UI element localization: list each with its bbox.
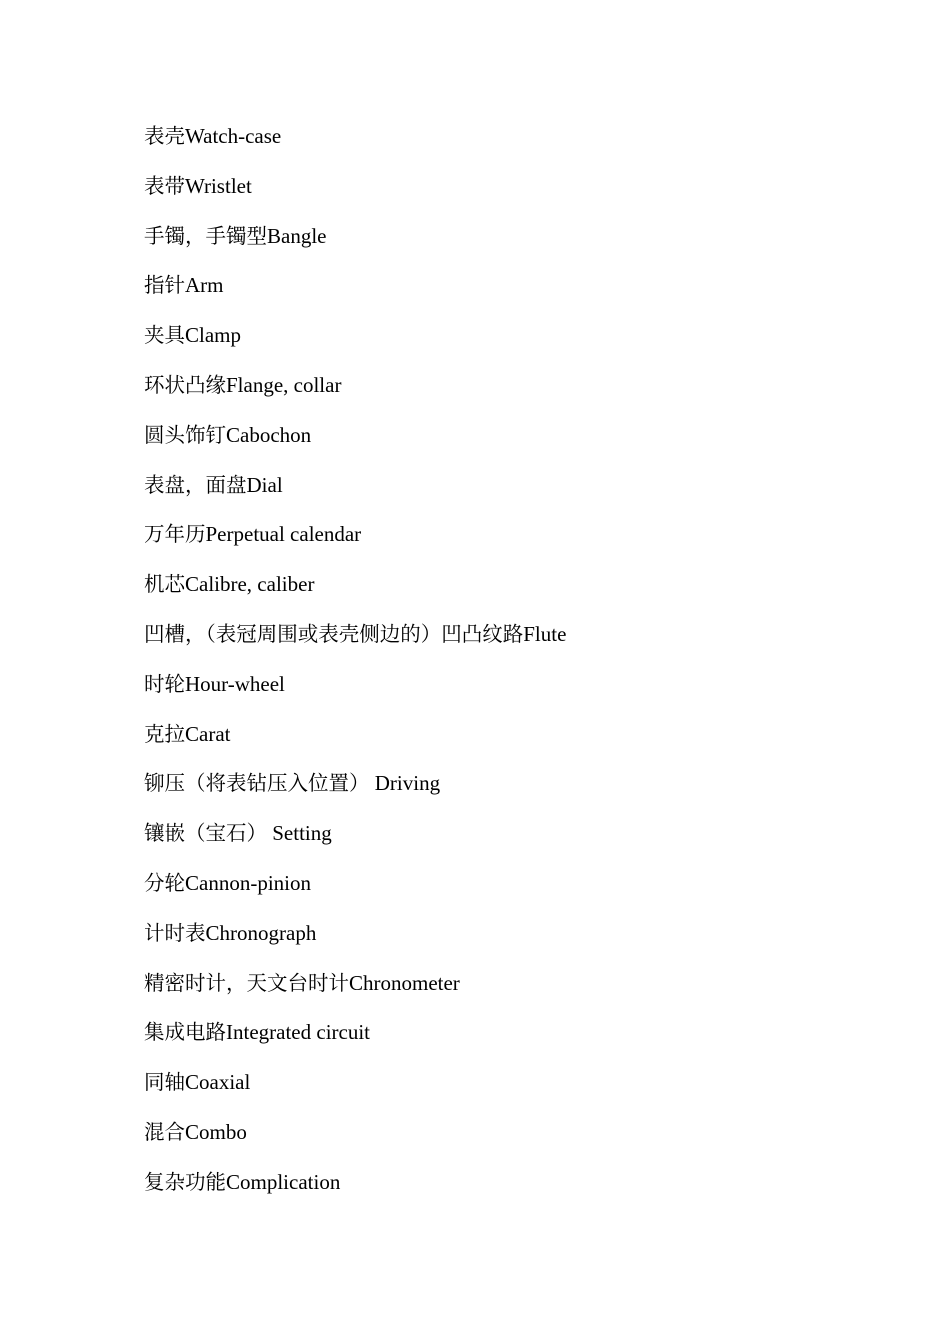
entry-chinese: 同轴 <box>144 1070 185 1095</box>
entry-chinese: 机芯 <box>144 572 185 597</box>
entry-english: Arm <box>185 273 224 298</box>
glossary-entry <box>144 919 566 969</box>
entry-english: Combo <box>185 1119 247 1144</box>
entry-chinese: 表带 <box>144 173 185 198</box>
entry-english: Chronometer <box>349 970 460 995</box>
entry-english: Cannon-pinion <box>185 870 311 895</box>
entry-english: Perpetual calendar <box>205 522 362 547</box>
entry-chinese: 复杂功能 <box>144 1169 226 1194</box>
glossary-entry <box>144 1168 566 1218</box>
entry-chinese: 万年历 <box>144 522 206 547</box>
entry-english: Flute <box>523 621 567 646</box>
entry-chinese: 精密时计，天文台时计 <box>144 970 349 995</box>
entry-english: Carat <box>185 721 231 746</box>
glossary-entry <box>144 620 566 670</box>
entry-english: Watch-case <box>185 124 282 148</box>
glossary-entry <box>144 869 566 919</box>
glossary-entry <box>144 222 566 272</box>
glossary-entry <box>144 570 566 620</box>
glossary-entry <box>144 371 566 421</box>
entry-english: Setting <box>267 821 332 846</box>
glossary-entry <box>144 421 566 471</box>
entry-chinese: 凹槽，（表冠周围或表壳侧边的）凹凸纹路 <box>144 621 524 646</box>
entry-english: Bangle <box>267 223 327 248</box>
entry-english: Integrated circuit <box>226 1020 371 1045</box>
entry-english: Chronograph <box>205 920 317 945</box>
glossary-entry <box>144 769 566 819</box>
entry-chinese: 环状凸缘 <box>144 372 226 397</box>
entry-chinese: 混合 <box>144 1119 185 1144</box>
glossary-entry <box>144 969 566 1019</box>
entry-english: Dial <box>246 472 283 497</box>
glossary-list <box>144 122 566 1218</box>
entry-english: Complication <box>226 1169 341 1194</box>
entry-english: Calibre, caliber <box>185 572 315 597</box>
entry-english: Coaxial <box>185 1070 251 1095</box>
entry-chinese: 表盘，面盘 <box>144 472 247 497</box>
glossary-entry <box>144 720 566 770</box>
glossary-entry <box>144 471 566 521</box>
entry-chinese: 圆头饰钉 <box>144 422 226 447</box>
entry-chinese: 集成电路 <box>144 1020 226 1045</box>
entry-chinese: 表壳 <box>144 124 185 148</box>
entry-chinese: 计时表 <box>144 920 206 945</box>
entry-english: Driving <box>369 771 441 796</box>
glossary-entry <box>144 271 566 321</box>
entry-chinese: 时轮 <box>144 671 185 696</box>
entry-english: Flange, collar <box>226 372 342 397</box>
entry-chinese: 指针 <box>144 273 185 298</box>
glossary-entry <box>144 520 566 570</box>
glossary-entry <box>144 670 566 720</box>
entry-chinese: 分轮 <box>144 870 185 895</box>
entry-chinese: 克拉 <box>144 721 185 746</box>
entry-chinese: 镶嵌（宝石） <box>144 821 267 846</box>
entry-chinese: 手镯，手镯型 <box>144 223 267 248</box>
entry-chinese: 夹具 <box>144 323 185 348</box>
glossary-entry <box>144 1118 566 1168</box>
entry-english: Cabochon <box>226 422 312 447</box>
entry-english: Wristlet <box>185 173 252 198</box>
glossary-entry <box>144 1018 566 1068</box>
glossary-entry <box>144 172 566 222</box>
glossary-entry <box>144 122 566 172</box>
glossary-entry <box>144 321 566 371</box>
glossary-entry <box>144 819 566 869</box>
entry-english: Clamp <box>185 323 241 348</box>
entry-chinese: 铆压（将表钻压入位置） <box>144 771 370 796</box>
entry-english: Hour-wheel <box>185 671 285 696</box>
glossary-entry <box>144 1068 566 1118</box>
